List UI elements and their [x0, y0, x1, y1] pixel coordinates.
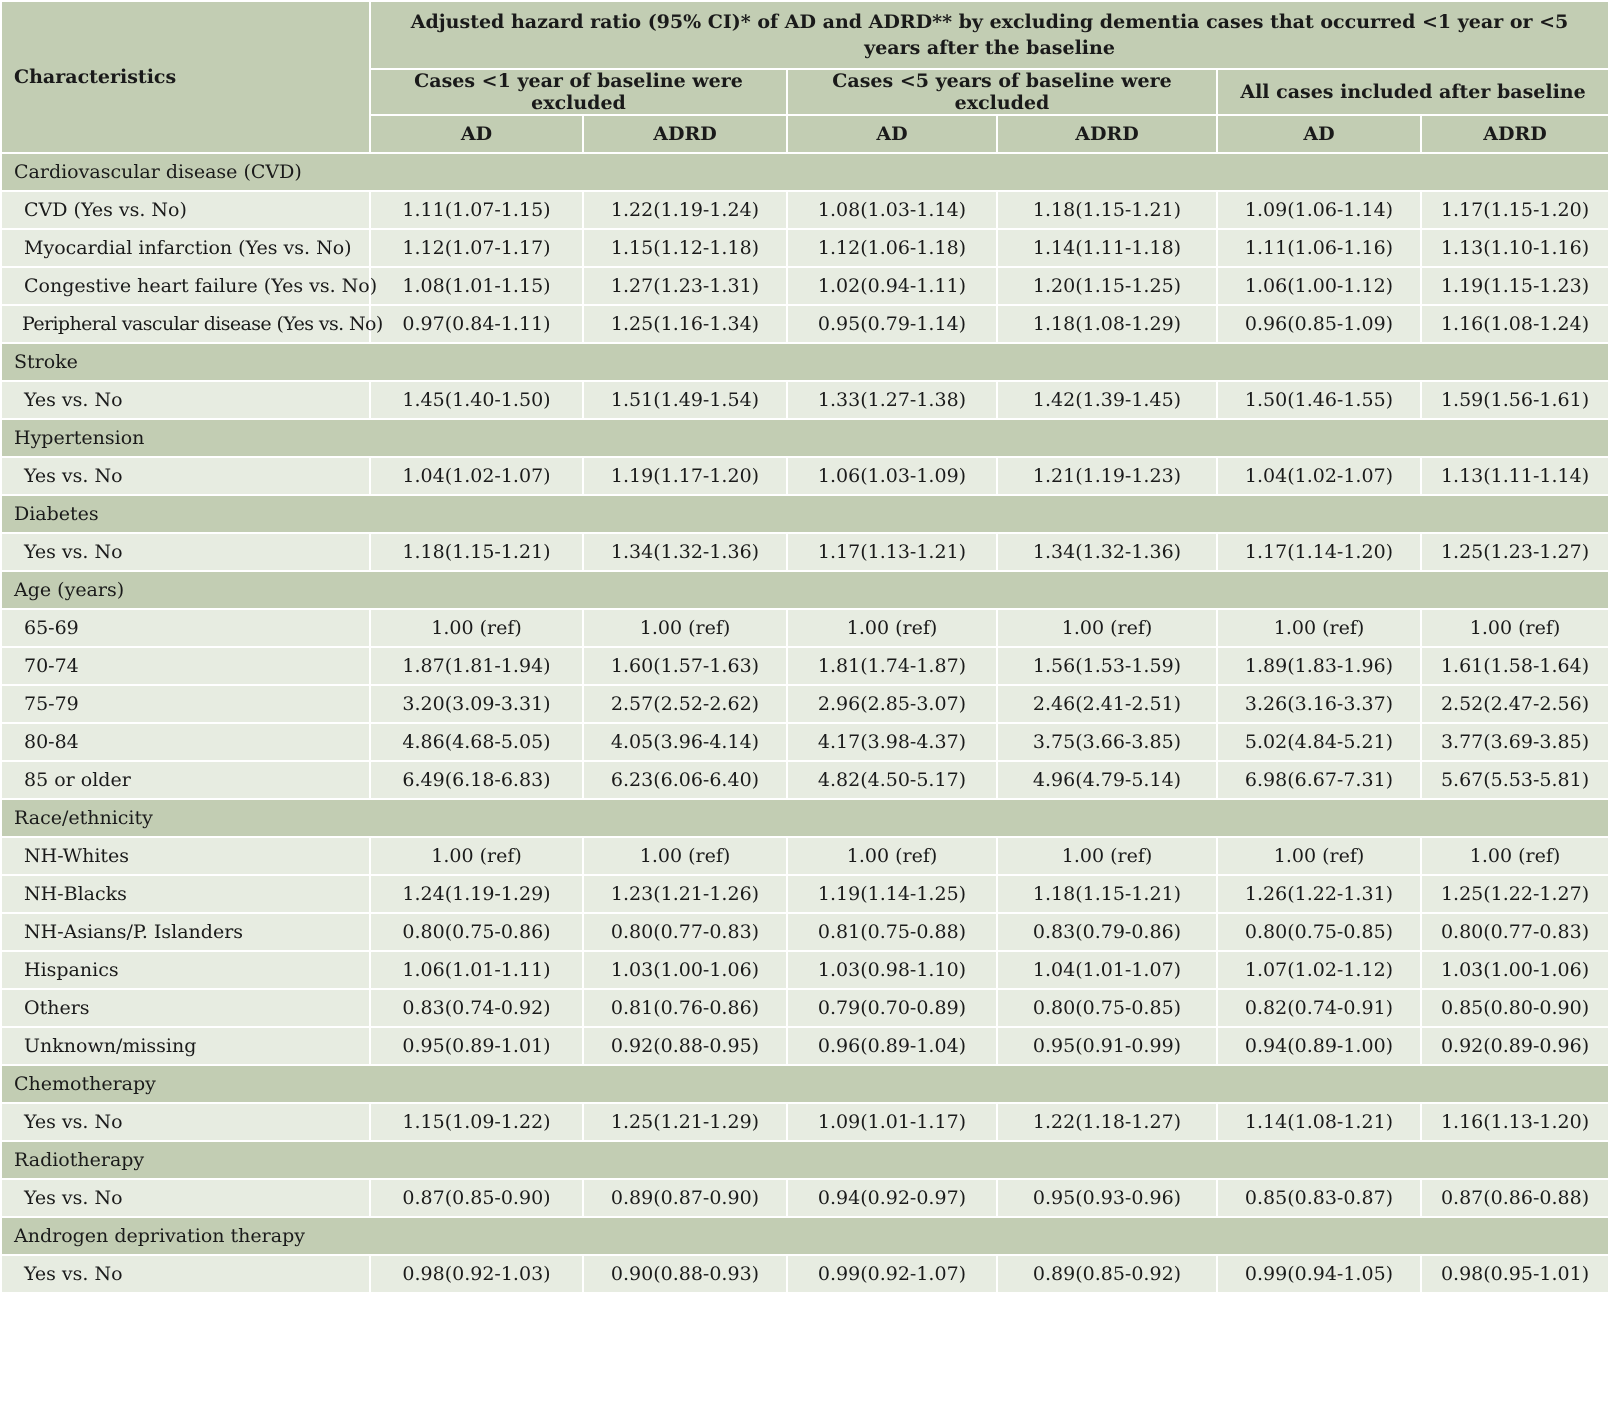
table-row [1, 685, 1608, 723]
row-label: NH-Blacks [1, 875, 370, 913]
hazard-ratio-cell: 1.19(1.14-1.25) [787, 875, 997, 913]
group-header-all: All cases included after baseline [1217, 69, 1608, 115]
hazard-ratio-cell: 1.00 (ref) [787, 837, 997, 875]
hazard-ratio-cell: 1.21(1.19-1.23) [997, 457, 1217, 495]
hazard-ratio-cell: 1.06(1.00-1.12) [1217, 267, 1421, 305]
section-title: Radiotherapy [1, 1141, 1608, 1179]
section-row [1, 153, 1608, 191]
hazard-ratio-cell: 1.24(1.19-1.29) [370, 875, 583, 913]
section-row [1, 419, 1608, 457]
row-label: 75-79 [1, 685, 370, 723]
hazard-ratio-cell: 0.80(0.77-0.83) [1421, 913, 1608, 951]
row-label: Yes vs. No [1, 1103, 370, 1141]
hazard-ratio-cell: 1.45(1.40-1.50) [370, 381, 583, 419]
hazard-ratio-cell: 0.95(0.79-1.14) [787, 305, 997, 343]
hazard-ratio-cell: 0.82(0.74-0.91) [1217, 989, 1421, 1027]
hazard-ratio-cell: 1.07(1.02-1.12) [1217, 951, 1421, 989]
row-label: Yes vs. No [1, 533, 370, 571]
table-title-header: Adjusted hazard ratio (95% CI)* of AD and ADRD** by excluding dementia cases that occurred <1 year or <5 years after the baseline [370, 1, 1608, 69]
row-label: CVD (Yes vs. No) [1, 191, 370, 229]
hazard-ratio-cell: 0.79(0.70-0.89) [787, 989, 997, 1027]
table-row [1, 761, 1608, 799]
hazard-ratio-cell: 1.25(1.23-1.27) [1421, 533, 1608, 571]
row-label: Congestive heart failure (Yes vs. No) [1, 267, 370, 305]
hazard-ratio-cell: 1.51(1.49-1.54) [583, 381, 787, 419]
row-label: 80-84 [1, 723, 370, 761]
hazard-ratio-cell: 1.16(1.13-1.20) [1421, 1103, 1608, 1141]
hazard-ratio-cell: 0.83(0.74-0.92) [370, 989, 583, 1027]
hazard-ratio-cell: 1.25(1.22-1.27) [1421, 875, 1608, 913]
hazard-ratio-cell: 3.20(3.09-3.31) [370, 685, 583, 723]
section-title: Stroke [1, 343, 1608, 381]
table-row [1, 1027, 1608, 1065]
hazard-ratio-cell: 1.34(1.32-1.36) [997, 533, 1217, 571]
hazard-ratio-cell: 1.11(1.07-1.15) [370, 191, 583, 229]
hazard-ratio-cell: 4.82(4.50-5.17) [787, 761, 997, 799]
hazard-ratio-cell: 1.00 (ref) [1217, 837, 1421, 875]
row-label: Yes vs. No [1, 1179, 370, 1217]
hazard-ratio-cell: 1.59(1.56-1.61) [1421, 381, 1608, 419]
row-label: Unknown/missing [1, 1027, 370, 1065]
row-label: Yes vs. No [1, 381, 370, 419]
hazard-ratio-cell: 0.80(0.75-0.85) [997, 989, 1217, 1027]
hazard-ratio-cell: 0.80(0.75-0.86) [370, 913, 583, 951]
hazard-ratio-cell: 0.81(0.75-0.88) [787, 913, 997, 951]
hazard-ratio-cell: 4.86(4.68-5.05) [370, 723, 583, 761]
hazard-ratio-cell: 1.60(1.57-1.63) [583, 647, 787, 685]
section-row [1, 1065, 1608, 1103]
hazard-ratio-cell: 1.17(1.14-1.20) [1217, 533, 1421, 571]
section-title: Diabetes [1, 495, 1608, 533]
section-row [1, 571, 1608, 609]
hazard-ratio-cell: 0.87(0.86-0.88) [1421, 1179, 1608, 1217]
hazard-ratio-cell: 4.96(4.79-5.14) [997, 761, 1217, 799]
hazard-ratio-cell: 0.96(0.89-1.04) [787, 1027, 997, 1065]
subcol-header: ADRD [583, 115, 787, 153]
row-label: 85 or older [1, 761, 370, 799]
hazard-ratio-cell: 4.17(3.98-4.37) [787, 723, 997, 761]
hazard-ratio-cell: 1.89(1.83-1.96) [1217, 647, 1421, 685]
hazard-ratio-cell: 2.57(2.52-2.62) [583, 685, 787, 723]
hazard-ratio-cell: 0.85(0.80-0.90) [1421, 989, 1608, 1027]
hazard-ratio-cell: 0.80(0.77-0.83) [583, 913, 787, 951]
hazard-ratio-cell: 0.92(0.89-0.96) [1421, 1027, 1608, 1065]
hazard-ratio-cell: 0.92(0.88-0.95) [583, 1027, 787, 1065]
table-row [1, 875, 1608, 913]
hazard-ratio-cell: 1.00 (ref) [787, 609, 997, 647]
hazard-ratio-cell: 1.33(1.27-1.38) [787, 381, 997, 419]
hazard-ratio-cell: 0.90(0.88-0.93) [583, 1255, 787, 1293]
hazard-ratio-cell: 1.34(1.32-1.36) [583, 533, 787, 571]
hazard-ratio-cell: 1.18(1.08-1.29) [997, 305, 1217, 343]
hazard-ratio-cell: 1.18(1.15-1.21) [370, 533, 583, 571]
table-row [1, 457, 1608, 495]
row-label: Others [1, 989, 370, 1027]
hazard-ratio-cell: 1.18(1.15-1.21) [997, 191, 1217, 229]
hazard-ratio-cell: 1.00 (ref) [997, 609, 1217, 647]
subcol-header: AD [1217, 115, 1421, 153]
hazard-ratio-cell: 6.49(6.18-6.83) [370, 761, 583, 799]
table-body [1, 153, 1608, 1293]
row-label: NH-Whites [1, 837, 370, 875]
row-label: Myocardial infarction (Yes vs. No) [1, 229, 370, 267]
characteristics-header: Characteristics [1, 1, 370, 153]
hazard-ratio-cell: 1.25(1.16-1.34) [583, 305, 787, 343]
hazard-ratio-cell: 0.85(0.83-0.87) [1217, 1179, 1421, 1217]
hazard-ratio-cell: 0.99(0.94-1.05) [1217, 1255, 1421, 1293]
table-row [1, 1255, 1608, 1293]
hazard-ratio-cell: 1.14(1.08-1.21) [1217, 1103, 1421, 1141]
hazard-ratio-cell: 1.16(1.08-1.24) [1421, 305, 1608, 343]
table-row [1, 609, 1608, 647]
hazard-ratio-cell: 0.94(0.92-0.97) [787, 1179, 997, 1217]
hazard-ratio-cell: 1.18(1.15-1.21) [997, 875, 1217, 913]
hazard-ratio-cell: 1.22(1.18-1.27) [997, 1103, 1217, 1141]
hazard-ratio-cell: 1.26(1.22-1.31) [1217, 875, 1421, 913]
hazard-ratio-cell: 1.19(1.17-1.20) [583, 457, 787, 495]
row-label: Peripheral vascular disease (Yes vs. No) [1, 305, 370, 343]
table-header [1, 1, 1608, 153]
table-row [1, 381, 1608, 419]
hazard-ratio-cell: 1.17(1.13-1.21) [787, 533, 997, 571]
hazard-ratio-cell: 0.80(0.75-0.85) [1217, 913, 1421, 951]
hazard-ratio-cell: 1.00 (ref) [997, 837, 1217, 875]
section-row [1, 1217, 1608, 1255]
hazard-ratio-cell: 1.61(1.58-1.64) [1421, 647, 1608, 685]
hazard-ratio-cell: 1.00 (ref) [370, 837, 583, 875]
table-row [1, 647, 1608, 685]
hazard-ratio-cell: 1.09(1.01-1.17) [787, 1103, 997, 1141]
table-row [1, 913, 1608, 951]
hazard-ratio-cell: 1.12(1.06-1.18) [787, 229, 997, 267]
hazard-ratio-cell: 1.00 (ref) [1421, 609, 1608, 647]
hazard-ratio-cell: 1.00 (ref) [1217, 609, 1421, 647]
hazard-ratio-cell: 0.96(0.85-1.09) [1217, 305, 1421, 343]
hazard-ratio-cell: 1.25(1.21-1.29) [583, 1103, 787, 1141]
section-row [1, 343, 1608, 381]
table-row [1, 267, 1608, 305]
hazard-ratio-cell: 1.19(1.15-1.23) [1421, 267, 1608, 305]
hazard-ratio-cell: 0.89(0.85-0.92) [997, 1255, 1217, 1293]
subcol-header: ADRD [1421, 115, 1608, 153]
hazard-ratio-cell: 0.98(0.92-1.03) [370, 1255, 583, 1293]
table-row [1, 951, 1608, 989]
hazard-ratio-cell: 1.03(1.00-1.06) [1421, 951, 1608, 989]
section-title: Androgen deprivation therapy [1, 1217, 1608, 1255]
row-label: 70-74 [1, 647, 370, 685]
section-title: Age (years) [1, 571, 1608, 609]
hazard-ratio-cell: 1.23(1.21-1.26) [583, 875, 787, 913]
hazard-ratio-cell: 5.67(5.53-5.81) [1421, 761, 1608, 799]
section-title: Hypertension [1, 419, 1608, 457]
hazard-ratio-cell: 1.04(1.01-1.07) [997, 951, 1217, 989]
hazard-ratio-cell: 0.97(0.84-1.11) [370, 305, 583, 343]
hazard-ratio-cell: 0.87(0.85-0.90) [370, 1179, 583, 1217]
hazard-ratio-cell: 1.27(1.23-1.31) [583, 267, 787, 305]
hazard-ratio-cell: 1.13(1.10-1.16) [1421, 229, 1608, 267]
section-row [1, 799, 1608, 837]
hazard-ratio-cell: 1.13(1.11-1.14) [1421, 457, 1608, 495]
hazard-ratio-cell: 1.04(1.02-1.07) [1217, 457, 1421, 495]
hazard-ratio-cell: 1.22(1.19-1.24) [583, 191, 787, 229]
hazard-ratio-cell: 0.95(0.89-1.01) [370, 1027, 583, 1065]
section-row [1, 495, 1608, 533]
subcol-header: ADRD [997, 115, 1217, 153]
hazard-ratio-cell: 1.42(1.39-1.45) [997, 381, 1217, 419]
hazard-ratio-cell: 1.17(1.15-1.20) [1421, 191, 1608, 229]
hazard-ratio-cell: 1.04(1.02-1.07) [370, 457, 583, 495]
hazard-ratio-cell: 1.12(1.07-1.17) [370, 229, 583, 267]
hazard-ratio-cell: 0.99(0.92-1.07) [787, 1255, 997, 1293]
section-title: Race/ethnicity [1, 799, 1608, 837]
table-row [1, 305, 1608, 343]
hazard-ratio-cell: 1.56(1.53-1.59) [997, 647, 1217, 685]
hazard-ratio-cell: 1.87(1.81-1.94) [370, 647, 583, 685]
table-row [1, 1103, 1608, 1141]
hazard-ratio-cell: 1.06(1.03-1.09) [787, 457, 997, 495]
hazard-ratio-cell: 1.06(1.01-1.11) [370, 951, 583, 989]
row-label: 65-69 [1, 609, 370, 647]
hazard-ratio-cell: 1.03(1.00-1.06) [583, 951, 787, 989]
hazard-ratio-cell: 0.95(0.93-0.96) [997, 1179, 1217, 1217]
row-label: NH-Asians/P. Islanders [1, 913, 370, 951]
hazard-ratio-cell: 1.03(0.98-1.10) [787, 951, 997, 989]
hazard-ratio-cell: 1.09(1.06-1.14) [1217, 191, 1421, 229]
hazard-ratio-cell: 0.83(0.79-0.86) [997, 913, 1217, 951]
hazard-ratio-cell: 3.26(3.16-3.37) [1217, 685, 1421, 723]
hazard-ratio-cell: 0.94(0.89-1.00) [1217, 1027, 1421, 1065]
hazard-ratio-cell: 3.77(3.69-3.85) [1421, 723, 1608, 761]
hazard-ratio-cell: 6.23(6.06-6.40) [583, 761, 787, 799]
row-label: Hispanics [1, 951, 370, 989]
hazard-ratio-cell: 2.96(2.85-3.07) [787, 685, 997, 723]
table-row [1, 533, 1608, 571]
hazard-ratio-cell: 1.08(1.01-1.15) [370, 267, 583, 305]
hazard-ratio-cell: 0.95(0.91-0.99) [997, 1027, 1217, 1065]
hazard-ratio-cell: 1.50(1.46-1.55) [1217, 381, 1421, 419]
table-row [1, 1179, 1608, 1217]
row-label: Yes vs. No [1, 1255, 370, 1293]
hazard-ratio-cell: 1.00 (ref) [583, 837, 787, 875]
hazard-ratio-cell: 1.08(1.03-1.14) [787, 191, 997, 229]
section-title: Chemotherapy [1, 1065, 1608, 1103]
hazard-ratio-cell: 1.11(1.06-1.16) [1217, 229, 1421, 267]
hazard-ratio-cell: 1.20(1.15-1.25) [997, 267, 1217, 305]
section-row [1, 1141, 1608, 1179]
table-row [1, 989, 1608, 1027]
hazard-ratio-cell: 0.89(0.87-0.90) [583, 1179, 787, 1217]
hazard-ratio-cell: 2.46(2.41-2.51) [997, 685, 1217, 723]
row-label: Yes vs. No [1, 457, 370, 495]
hazard-ratio-cell: 4.05(3.96-4.14) [583, 723, 787, 761]
hazard-ratio-cell: 1.81(1.74-1.87) [787, 647, 997, 685]
hazard-ratio-cell: 2.52(2.47-2.56) [1421, 685, 1608, 723]
table-row [1, 837, 1608, 875]
group-header-1yr: Cases <1 year of baseline were excluded [370, 69, 787, 115]
hazard-ratio-cell: 1.02(0.94-1.11) [787, 267, 997, 305]
hazard-ratio-cell: 0.98(0.95-1.01) [1421, 1255, 1608, 1293]
hazard-ratio-cell: 1.00 (ref) [583, 609, 787, 647]
hazard-ratio-cell: 1.00 (ref) [1421, 837, 1608, 875]
hazard-ratio-cell: 1.14(1.11-1.18) [997, 229, 1217, 267]
hazard-ratio-cell: 1.15(1.09-1.22) [370, 1103, 583, 1141]
subcol-header: AD [787, 115, 997, 153]
section-title: Cardiovascular disease (CVD) [1, 153, 1608, 191]
group-header-5yr: Cases <5 years of baseline were excluded [787, 69, 1217, 115]
subcol-header: AD [370, 115, 583, 153]
table-row [1, 191, 1608, 229]
hazard-ratio-cell: 3.75(3.66-3.85) [997, 723, 1217, 761]
hazard-ratio-cell: 5.02(4.84-5.21) [1217, 723, 1421, 761]
hazard-ratio-cell: 0.81(0.76-0.86) [583, 989, 787, 1027]
table-row [1, 229, 1608, 267]
hazard-ratio-cell: 1.00 (ref) [370, 609, 583, 647]
table-row [1, 723, 1608, 761]
hazard-ratio-cell: 6.98(6.67-7.31) [1217, 761, 1421, 799]
hazard-ratio-cell: 1.15(1.12-1.18) [583, 229, 787, 267]
